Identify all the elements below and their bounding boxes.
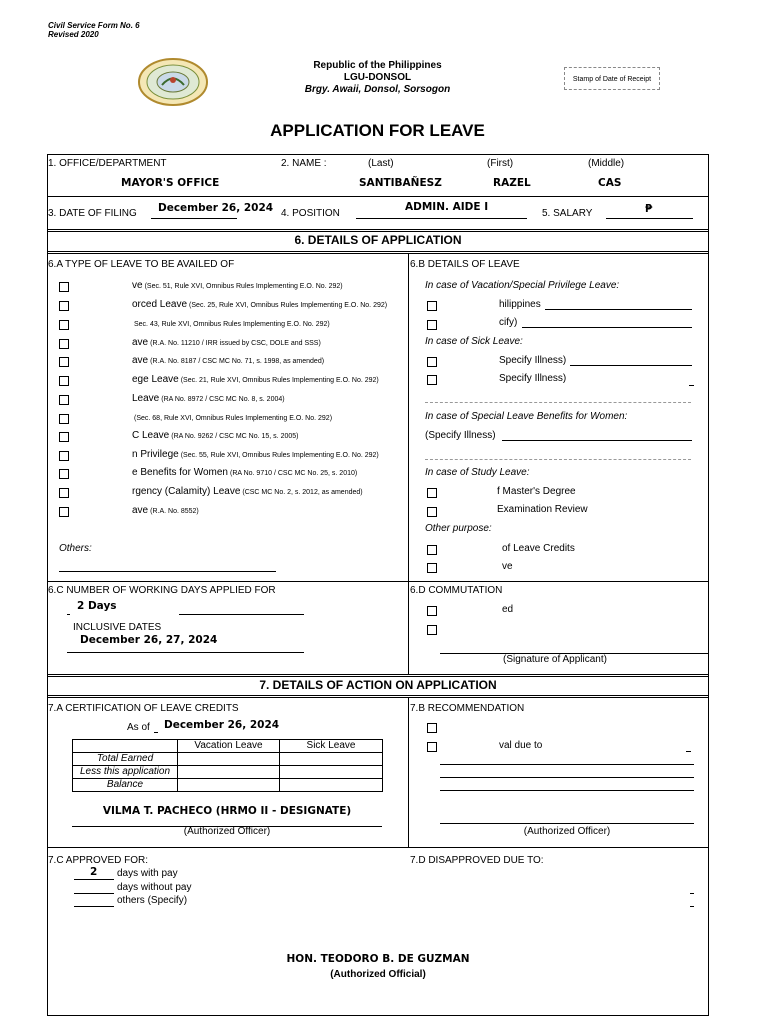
leave-type-checkbox[interactable] [59,376,69,386]
leave-type-checkbox[interactable] [59,395,69,405]
line [686,751,691,752]
section6b-title: 6.B DETAILS OF LEAVE [410,259,520,270]
form-revised: Revised 2020 [48,30,99,39]
as-of-date-value[interactable]: December 26, 2024 [164,719,280,731]
out-patient-checkbox[interactable] [427,375,437,385]
leave-type-item [132,486,400,497]
out-patient-label: Specify Illness) [499,373,567,384]
form-id: Civil Service Form No. 6 [48,21,140,30]
divider [47,231,709,232]
last-name-value[interactable]: SANTIBAÑESZ [359,177,442,189]
line [74,893,114,894]
commutation-requested-checkbox[interactable] [427,625,437,635]
line [179,614,304,615]
monetization-label: of Leave Credits [502,543,575,554]
table-row-label: Total Earned [73,753,178,766]
leave-type-item [132,430,400,441]
leave-type-label: rgency (Calamity) Leave [132,486,241,497]
line [425,402,691,403]
leave-type-reference: Sec. 43, Rule XVI, Omnibus Rules Implementing E.O. No. 292) [134,321,330,328]
leave-type-label: ve [132,280,143,291]
days-without-pay-label: days without pay [117,882,192,893]
table-header [73,740,178,753]
line [502,440,692,441]
leave-type-checkbox[interactable] [59,301,69,311]
for-approval-checkbox[interactable] [427,723,437,733]
table-cell[interactable] [178,779,280,792]
name-label: 2. NAME : [281,158,327,169]
hr-officer-name: VILMA T. PACHECO (HRMO II - DESIGNATE) [102,805,352,817]
leave-type-checkbox[interactable] [59,357,69,367]
leave-type-reference: (Sec. 21, Rule XVI, Omnibus Rules Implementing E.O. No. 292) [180,377,379,384]
leave-type-checkbox[interactable] [59,339,69,349]
leave-type-reference: (RA No. 9710 / CSC MC No. 25, s. 2010) [229,470,358,477]
inclusive-dates-label: INCLUSIVE DATES [73,622,162,633]
date-filing-line [151,218,237,219]
office-value[interactable]: MAYOR'S OFFICE [121,177,220,189]
leave-type-label: orced Leave [132,299,188,310]
leave-type-reference: (Sec. 51, Rule XVI, Omnibus Rules Implementing E.O. No. 292) [144,283,343,290]
office-label: 1. OFFICE/DEPARTMENT [48,158,167,169]
leave-type-checkbox[interactable] [59,282,69,292]
table-cell[interactable] [178,766,280,779]
leave-type-label: Leave [132,393,160,404]
section7-divider [408,697,409,847]
salary-label: 5. SALARY [542,208,593,219]
others-specify-label: others (Specify) [117,895,188,906]
leave-type-item [132,299,400,310]
section7c-title: 7.C APPROVED FOR: [48,855,149,866]
masters-degree-checkbox[interactable] [427,488,437,498]
other-purpose-heading: Other purpose: [425,523,492,534]
line [154,732,158,733]
header-lgu: LGU-DONSOL [343,72,412,83]
line [440,764,694,765]
frame-bottom [47,1015,709,1016]
section7b-title: 7.B RECOMMENDATION [410,703,525,714]
others-line [59,571,276,572]
in-hospital-label: Specify Illness) [499,355,567,366]
leave-type-label: C Leave [132,430,170,441]
line [522,327,692,328]
table-cell[interactable] [280,766,383,779]
leave-type-checkbox[interactable] [59,469,69,479]
line [425,459,691,460]
section6a-title: 6.A TYPE OF LEAVE TO BE AVAILED OF [48,259,235,270]
header-address: Brgy. Awaii, Donsol, Sorsogon [304,84,451,95]
frame-right [708,154,709,1016]
commutation-not-requested-checkbox[interactable] [427,606,437,616]
others-label: Others: [59,543,92,554]
section7a-title: 7.A CERTIFICATION OF LEAVE CREDITS [48,703,239,714]
line [67,614,70,615]
leave-type-item [132,355,400,366]
leave-type-label: ege Leave [132,374,179,385]
leave-type-checkbox[interactable] [59,432,69,442]
leave-type-item [132,505,400,516]
leave-type-label: ave [132,355,149,366]
leave-type-reference: (CSC MC No. 2, s. 2012, as amended) [242,489,363,496]
abroad-checkbox[interactable] [427,320,437,330]
leave-type-reference: (Sec. 68, Rule XVI, Omnibus Rules Implementing E.O. No. 292) [134,415,333,422]
position-value[interactable]: ADMIN. AIDE I [405,201,489,213]
leave-type-item [132,374,400,385]
terminal-leave-checkbox[interactable] [427,563,437,573]
leave-type-label: ave [132,337,149,348]
leave-type-checkbox[interactable] [59,488,69,498]
first-name-value[interactable]: RAZEL [493,177,531,189]
leave-type-label: ave [132,505,149,516]
within-philippines-label: hilippines [499,299,541,310]
within-philippines-checkbox[interactable] [427,301,437,311]
leave-type-item [132,337,400,348]
leave-type-checkbox[interactable] [59,451,69,461]
line [545,309,692,310]
page-title: APPLICATION FOR LEAVE [270,121,485,140]
divider [47,674,709,675]
line [440,790,694,791]
middle-label: (Middle) [588,158,625,169]
date-filing-value[interactable]: December 26, 2024 [158,202,274,214]
section6c-title: 6.C NUMBER OF WORKING DAYS APPLIED FOR [48,585,276,596]
leave-type-reference: (RA No. 8972 / CSC MC No. 8, s. 2004) [161,396,285,403]
section7-title: 7. DETAILS OF ACTION ON APPLICATION [259,678,497,692]
commutation-option-label: ed [502,604,514,615]
divider [47,229,709,230]
position-line [356,218,527,219]
table-cell[interactable] [280,753,383,766]
leave-type-reference: (RA No. 9262 / CSC MC No. 15, s. 2005) [171,433,299,440]
line [690,893,694,894]
section6-title: 6. DETAILS OF APPLICATION [294,233,462,247]
bar-review-label: Examination Review [497,504,588,515]
table-cell[interactable] [280,779,383,792]
stamp-box: Stamp of Date of Receipt [564,67,660,90]
masters-degree-label: f Master's Degree [497,486,576,497]
authorized-official-label: (Authorized Official) [330,969,426,980]
leave-type-reference: (Sec. 25, Rule XVI, Omnibus Rules Implementing E.O. No. 292) [189,302,388,309]
leave-type-item [132,318,400,329]
line [67,652,304,653]
divider [47,253,709,254]
leave-type-item [132,467,400,478]
first-label: (First) [487,158,514,169]
women-illness-label: (Specify Illness) [425,430,496,441]
section7d-title: 7.D DISAPPROVED DUE TO: [410,855,544,866]
leave-credits-table [72,739,383,792]
frame-top [47,154,709,155]
line [570,365,692,366]
leave-type-reference: (Sec. 55, Rule XVI, Omnibus Rules Implementing E.O. No. 292) [180,452,379,459]
leave-type-item [132,412,400,423]
section6d-title: 6.D COMMUTATION [410,585,503,596]
working-days-value[interactable]: 2 Days [77,600,117,612]
study-heading: In case of Study Leave: [425,467,530,478]
divider [47,847,709,848]
sick-heading: In case of Sick Leave: [425,336,523,347]
line [689,385,694,386]
divider [47,697,709,698]
middle-name-value[interactable]: CAS [598,177,622,189]
leave-type-item [132,449,400,460]
recommending-officer-label: (Authorized Officer) [523,826,611,837]
divider [47,251,709,252]
leave-type-checkbox[interactable] [59,507,69,517]
leave-type-item [132,280,400,291]
monetization-checkbox[interactable] [427,545,437,555]
in-hospital-checkbox[interactable] [427,357,437,367]
leave-type-checkbox[interactable] [59,320,69,330]
line [440,823,694,824]
approved-days-value[interactable]: 2 [90,866,98,878]
last-label: (Last) [368,158,394,169]
divider [47,695,709,696]
leave-type-label: n Privilege [132,449,179,460]
table-row-label: Less this application [73,766,178,779]
table-header: Sick Leave [280,740,383,753]
leave-type-reference: (R.A. No. 8187 / CSC MC No. 71, s. 1998, as amended) [150,358,325,365]
women-heading: In case of Special Leave Benefits for Women: [425,411,628,422]
for-disapproval-checkbox[interactable] [427,742,437,752]
line [74,906,114,907]
leave-type-checkbox[interactable] [59,414,69,424]
leave-type-item [132,393,400,404]
authorized-official-name: HON. TEODORO B. DE GUZMAN [286,953,470,965]
line [690,906,694,907]
divider [47,676,709,677]
as-of-label: As of [127,722,150,733]
header-republic: Republic of the Philippines [313,60,442,71]
disapproval-label: val due to [499,740,543,751]
salary-line [606,218,693,219]
table-row-label: Balance [73,779,178,792]
vacation-heading: In case of Vacation/Special Privilege Leave: [425,280,620,291]
bar-review-checkbox[interactable] [427,507,437,517]
days-with-pay-label: days with pay [117,868,178,879]
line [440,777,694,778]
signature-applicant-label: (Signature of Applicant) [503,654,607,665]
table-cell[interactable] [178,753,280,766]
leave-type-label: e Benefits for Women [132,467,228,478]
line [74,879,114,880]
divider [47,581,709,582]
abroad-label: cify) [499,317,518,328]
position-label: 4. POSITION [281,208,340,219]
divider [47,196,709,197]
leave-type-reference: (R.A. No. 11210 / IRR issued by CSC, DOLE and SSS) [150,340,321,347]
date-filing-label: 3. DATE OF FILING [48,208,137,219]
section6-divider [408,253,409,675]
salary-value[interactable]: ₱ [645,203,653,215]
hr-officer-label: (Authorized Officer) [183,826,271,837]
leave-type-reference: (R.A. No. 8552) [150,508,199,515]
table-header: Vacation Leave [178,740,280,753]
inclusive-dates-value[interactable]: December 26, 27, 2024 [80,634,218,646]
terminal-leave-label: ve [502,561,513,572]
